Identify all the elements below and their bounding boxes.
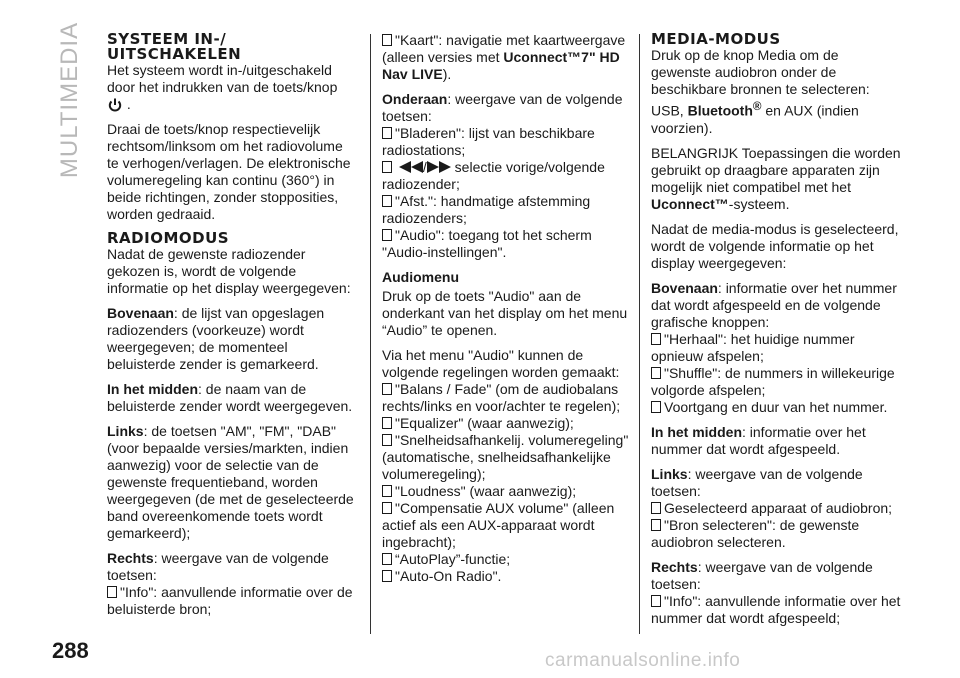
- power-icon: [107, 97, 123, 113]
- next-track-icon: [427, 161, 451, 173]
- paragraph: Druk op de toets "Audio" aan de onderkant van het display om het menu “Audio” te openen.: [382, 288, 628, 338]
- bullet-square-icon: [382, 417, 392, 429]
- page-number: 288: [52, 638, 89, 663]
- paragraph: Rechts: weergave van de volgende toetsen:: [651, 558, 873, 592]
- section-side-label: MULTIMEDIA: [56, 21, 83, 179]
- column-divider: [370, 34, 371, 634]
- paragraph: Bovenaan: informatie over het nummer dat wordt afgespeeld en de volgende grafische knoppen:: [651, 279, 897, 330]
- previous-track-icon: [399, 161, 423, 173]
- paragraph: In het midden: informatie over het nummer dat wordt afgespeeld.: [651, 423, 866, 457]
- heading-audio-menu: Audiomenu: [382, 269, 459, 285]
- paragraph: In het midden: de naam van de beluisterde zender wordt weergegeven.: [107, 381, 353, 415]
- list-item: "Equalizer" (waar aanwezig);: [382, 415, 632, 432]
- paragraph: Links: weergave van de volgende toetsen:: [651, 465, 863, 499]
- paragraph: Nadat de gewenste radiozender gekozen is, wordt de volgende informatie op het display weergegeven:: [107, 246, 351, 297]
- bullet-square-icon: [382, 485, 392, 497]
- column-divider: [639, 34, 640, 634]
- list-item: "Herhaal": het huidige nummer opnieuw afspelen;: [651, 330, 855, 364]
- paragraph: Rechts: weergave van de volgende toetsen:: [107, 550, 329, 584]
- list-item: "Audio": toegang tot het scherm "Audio-instellingen".: [382, 227, 592, 260]
- bullet-square-icon: [382, 570, 392, 582]
- bullet-square-icon: [651, 333, 661, 345]
- watermark: carmanualsonline.info: [545, 650, 741, 671]
- bullet-square-icon: [382, 34, 392, 46]
- list-item: "Bladeren": lijst van beschikbare radiostations;: [382, 125, 595, 158]
- heading-radio-mode: RADIOMODUS: [107, 229, 230, 248]
- bullet-square-icon: [651, 401, 661, 413]
- list-item: "Info": aanvullende informatie over de beluisterde bron;: [107, 584, 353, 618]
- bullet-square-icon: [382, 502, 392, 514]
- paragraph: Via het menu "Audio" kunnen de volgende regelingen worden gemaakt:: [382, 347, 620, 380]
- bullet-square-icon: [382, 383, 392, 395]
- list-item: "Loudness" (waar aanwezig);: [382, 483, 632, 500]
- list-item: "Afst.": handmatige afstemming radiozenders;: [382, 193, 591, 226]
- heading-media-mode: MEDIA-MODUS: [651, 30, 781, 48]
- paragraph: Nadat de media-modus is geselecteerd, wordt de volgende informatie op het display weergegeven:: [651, 220, 899, 271]
- list-item: "Balans / Fade" (om de audiobalans rechts/links en voor/achter te regelen);: [382, 381, 621, 414]
- bullet-square-icon: [651, 595, 661, 607]
- paragraph: Druk op de knop Media om de gewenste audiobron onder de beschikbare bronnen te selecteren: USB, Bluetooth® en AUX (indien voorzien).: [651, 47, 870, 136]
- list-item: “AutoPlay”-functie;: [382, 551, 632, 568]
- bullet-square-icon: [107, 586, 117, 598]
- list-item: "Kaart": navigatie met kaartweergave (alleen versies met Uconnect™7" HD Nav LIVE).: [382, 32, 626, 82]
- list-item: / selectie vorige/volgende radiozender;: [382, 159, 605, 192]
- bullet-square-icon: [651, 519, 661, 531]
- bullet-square-icon: [382, 229, 392, 241]
- paragraph: Het systeem wordt in-/uitgeschakeld door het indrukken van de toets/knop .: [107, 62, 338, 112]
- paragraph: BELANGRIJK Toepassingen die worden gebruikt op draagbare apparaten zijn mogelijk niet compatibel met het Uconnect™-systeem.: [651, 144, 901, 212]
- list-item: "Info": aanvullende informatie over het nummer dat wordt afgespeeld;: [651, 592, 901, 626]
- column-3: [651, 32, 901, 635]
- column-2: [382, 32, 632, 593]
- list-item: Geselecteerd apparaat of audiobron;: [651, 500, 901, 517]
- bullet-square-icon: [382, 127, 392, 139]
- list-item: "Compensatie AUX volume" (alleen actief als een AUX-apparaat wordt ingebracht);: [382, 500, 615, 550]
- bullet-square-icon: [382, 553, 392, 565]
- bullet-square-icon: [651, 367, 661, 379]
- heading-system-onoff: SYSTEEM IN-/ UITSCHAKELEN: [107, 30, 242, 63]
- bullet-square-icon: [382, 434, 392, 446]
- list-item: Voortgang en duur van het nummer.: [651, 399, 901, 416]
- list-item: "Snelheidsafhankelij. volumeregeling" (automatische, snelheidsafhankelijke volumeregeling);: [382, 432, 629, 482]
- list-item: "Shuffle": de nummers in willekeurige volgorde afspelen;: [651, 364, 895, 398]
- paragraph: Links: de toetsen "AM", "FM", "DAB" (voor bepaalde versies/markten, indien aanwezig) voor de selectie van de gewenste frequentieband, worden weergegeven (de met de geselecteerde band overeenkomende toets wordt gemarkeerd);: [107, 423, 354, 542]
- list-item: "Bron selecteren": de gewenste audiobron selecteren.: [651, 516, 860, 550]
- list-item: "Auto-On Radio".: [382, 568, 632, 585]
- paragraph: Draai de toets/knop respectievelijk rechtsom/linksom om het radiovolume te verhogen/verlagen. De elektronische volumeregeling kan continu (360°) in beide richtingen, zonder stopposities, worden gedraaid.: [107, 121, 351, 223]
- paragraph: Bovenaan: de lijst van opgeslagen radiozenders (voorkeuze) wordt weergegeven; de momenteel beluisterde zender is gemarkeerd.: [107, 305, 325, 373]
- bullet-square-icon: [651, 502, 661, 514]
- paragraph: Onderaan: weergave van de volgende toetsen:: [382, 91, 623, 124]
- column-1: [107, 32, 357, 626]
- bullet-square-icon: [382, 161, 392, 173]
- bullet-square-icon: [382, 195, 392, 207]
